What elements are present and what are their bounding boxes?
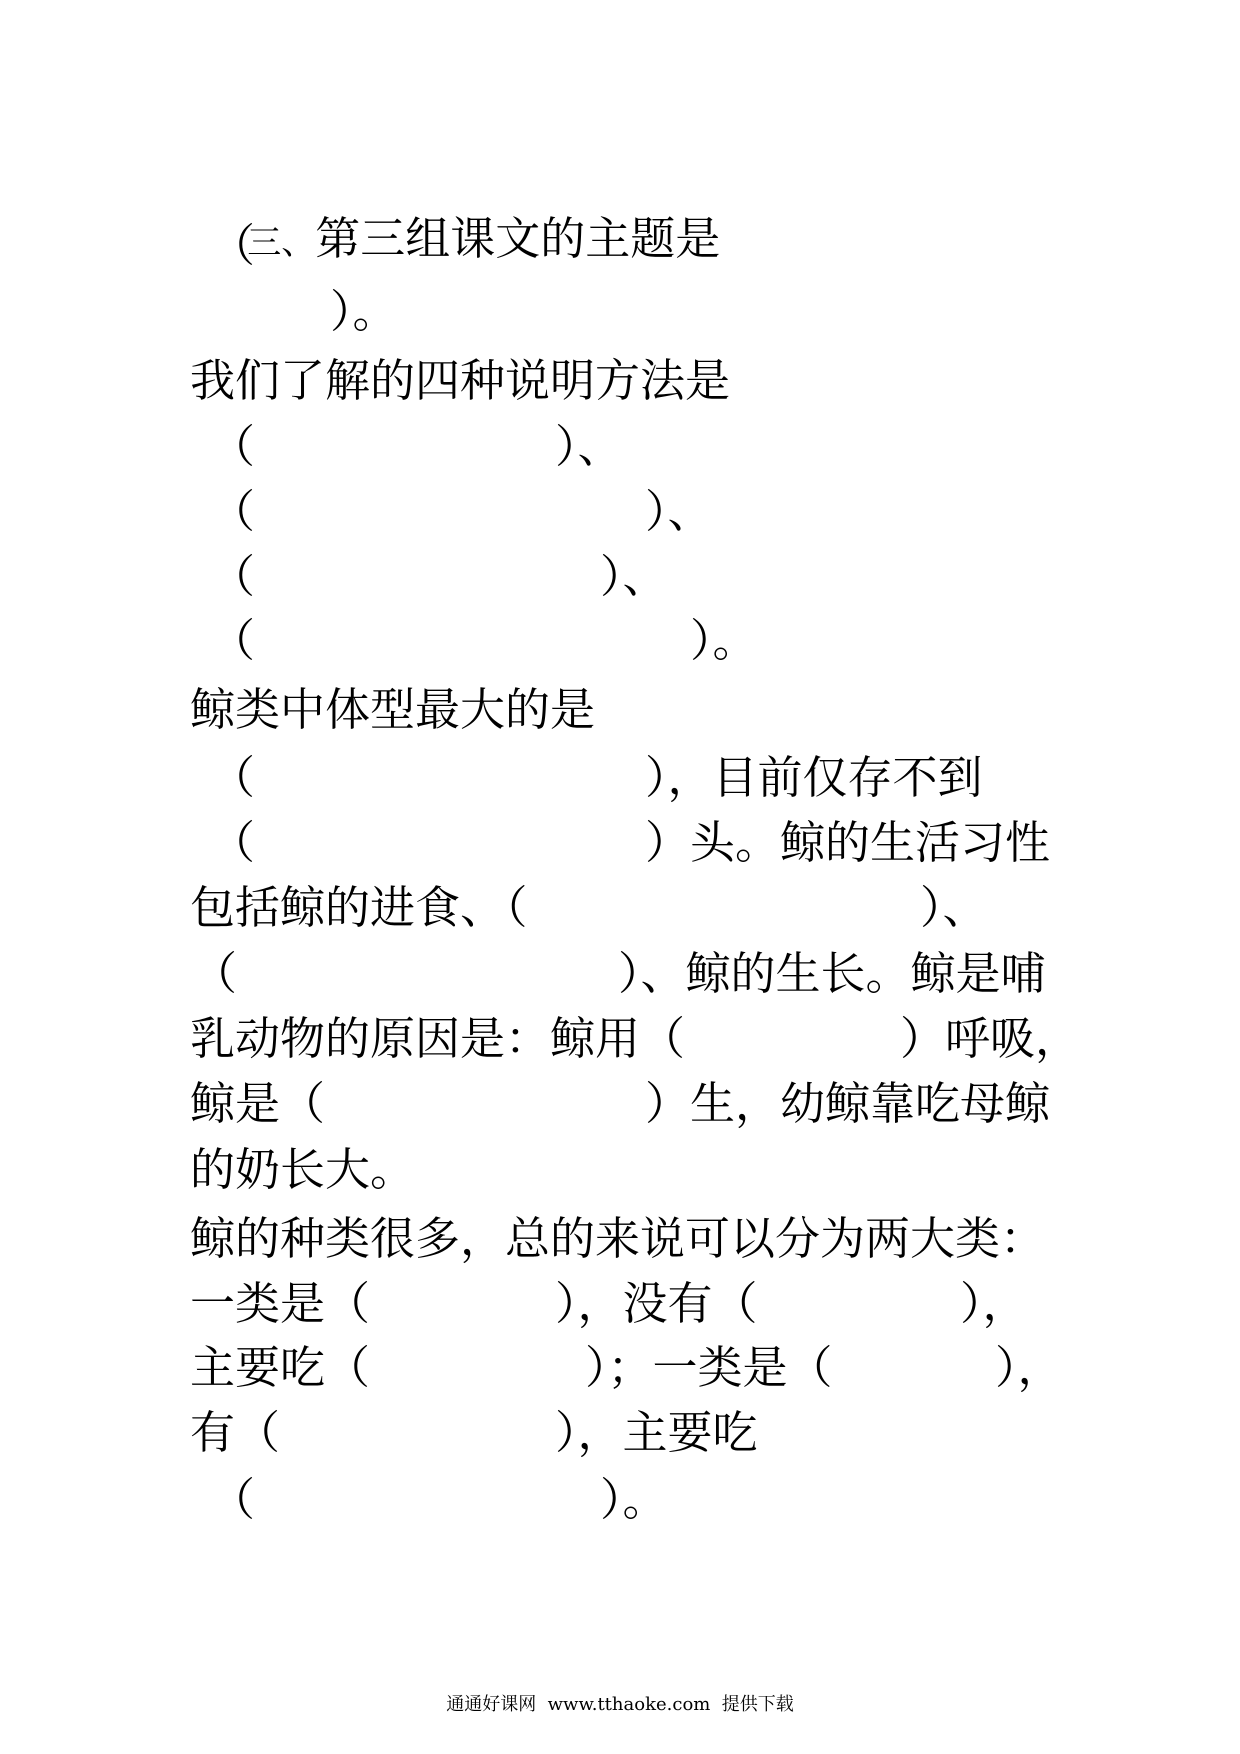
text-line bbox=[210, 815, 255, 871]
text-fragment: （ bbox=[210, 614, 256, 667]
text-fragment: ），主要吃 bbox=[555, 1406, 758, 1459]
footer-source: 通通好课网 www.tthaoke.com 提供下载 bbox=[446, 1694, 794, 1715]
text-line bbox=[190, 1011, 685, 1067]
text-line bbox=[920, 880, 988, 936]
text-line bbox=[210, 419, 255, 475]
text-fragment: ）。 bbox=[600, 1473, 668, 1526]
text-fragment: ）、鲸的生长。鲸是哺 bbox=[618, 947, 1046, 1000]
text-fragment: ）、 bbox=[920, 881, 988, 934]
text-fragment: ）、 bbox=[555, 420, 623, 473]
text-line bbox=[210, 750, 255, 806]
text-line bbox=[190, 1340, 370, 1396]
text-fragment: ）生，幼鲸靠吃母鲸 bbox=[645, 1077, 1051, 1130]
text-line bbox=[190, 353, 730, 409]
text-fragment: ）、 bbox=[645, 485, 713, 538]
text-line bbox=[190, 1076, 325, 1132]
text-line bbox=[690, 613, 758, 669]
text-fragment: ），没有（ bbox=[555, 1277, 758, 1330]
text-line bbox=[190, 1142, 415, 1198]
text-line bbox=[600, 549, 668, 605]
text-fragment: ）呼吸， bbox=[900, 1012, 1081, 1065]
text-line bbox=[645, 1076, 1050, 1132]
text-line bbox=[210, 484, 255, 540]
text-line bbox=[600, 1472, 668, 1528]
text-fragment: 我们了解的四种说明方法是 bbox=[190, 354, 731, 407]
text-fragment: （ bbox=[210, 485, 256, 538]
text-fragment: （ bbox=[210, 420, 256, 473]
text-fragment: （ bbox=[210, 816, 256, 869]
section-heading bbox=[190, 155, 720, 327]
text-fragment: ）；一类是（ bbox=[585, 1341, 833, 1394]
text-fragment: ）、 bbox=[600, 550, 668, 603]
text-fragment: 鲸类中体型最大的是 bbox=[190, 683, 596, 736]
text-line bbox=[190, 1276, 370, 1332]
text-fragment: 鲸的种类很多，总的来说可以分为两大类： bbox=[190, 1212, 1046, 1265]
text-fragment: （ bbox=[210, 219, 256, 272]
text-line bbox=[210, 549, 255, 605]
text-fragment: 一类是（ bbox=[190, 1277, 371, 1330]
text-fragment: ）。 bbox=[690, 614, 758, 667]
text-line bbox=[190, 682, 595, 738]
text-fragment: （ bbox=[210, 1473, 256, 1526]
text-line bbox=[900, 1011, 1080, 1067]
text-line bbox=[330, 284, 398, 340]
section-title: 第三组课文的主题是 bbox=[315, 212, 721, 265]
text-line bbox=[618, 946, 1046, 1002]
text-fragment: ）， bbox=[995, 1341, 1063, 1394]
text-fragment: ）头。鲸的生活习性 bbox=[645, 816, 1051, 869]
text-line bbox=[210, 218, 255, 274]
text-line bbox=[645, 484, 713, 540]
text-line bbox=[585, 1340, 833, 1396]
text-fragment: ）。 bbox=[330, 285, 398, 338]
text-fragment: ），目前仅存不到 bbox=[645, 751, 983, 804]
text-fragment: 鲸是（ bbox=[190, 1077, 326, 1130]
text-line bbox=[645, 815, 1050, 871]
text-line bbox=[192, 946, 237, 1002]
text-line bbox=[645, 750, 983, 806]
text-line bbox=[995, 1340, 1063, 1396]
text-fragment: 的奶长大。 bbox=[190, 1143, 416, 1196]
text-fragment: （ bbox=[192, 947, 238, 1000]
text-line bbox=[190, 1211, 1045, 1267]
section-number: 三、 bbox=[247, 223, 316, 263]
text-fragment: ）， bbox=[960, 1277, 1028, 1330]
text-line bbox=[555, 1405, 758, 1461]
text-line bbox=[555, 419, 623, 475]
text-fragment: （ bbox=[210, 550, 256, 603]
text-line bbox=[555, 1276, 758, 1332]
text-fragment: 包括鲸的进食、（ bbox=[190, 881, 528, 934]
text-line bbox=[190, 880, 528, 936]
text-line bbox=[210, 613, 255, 669]
text-line bbox=[210, 1472, 255, 1528]
text-line bbox=[960, 1276, 1028, 1332]
text-line bbox=[190, 1405, 280, 1461]
text-fragment: 乳动物的原因是：鲸用（ bbox=[190, 1012, 686, 1065]
text-fragment: （ bbox=[210, 751, 256, 804]
text-fragment: 主要吃（ bbox=[190, 1341, 371, 1394]
text-fragment: 有（ bbox=[190, 1406, 281, 1459]
